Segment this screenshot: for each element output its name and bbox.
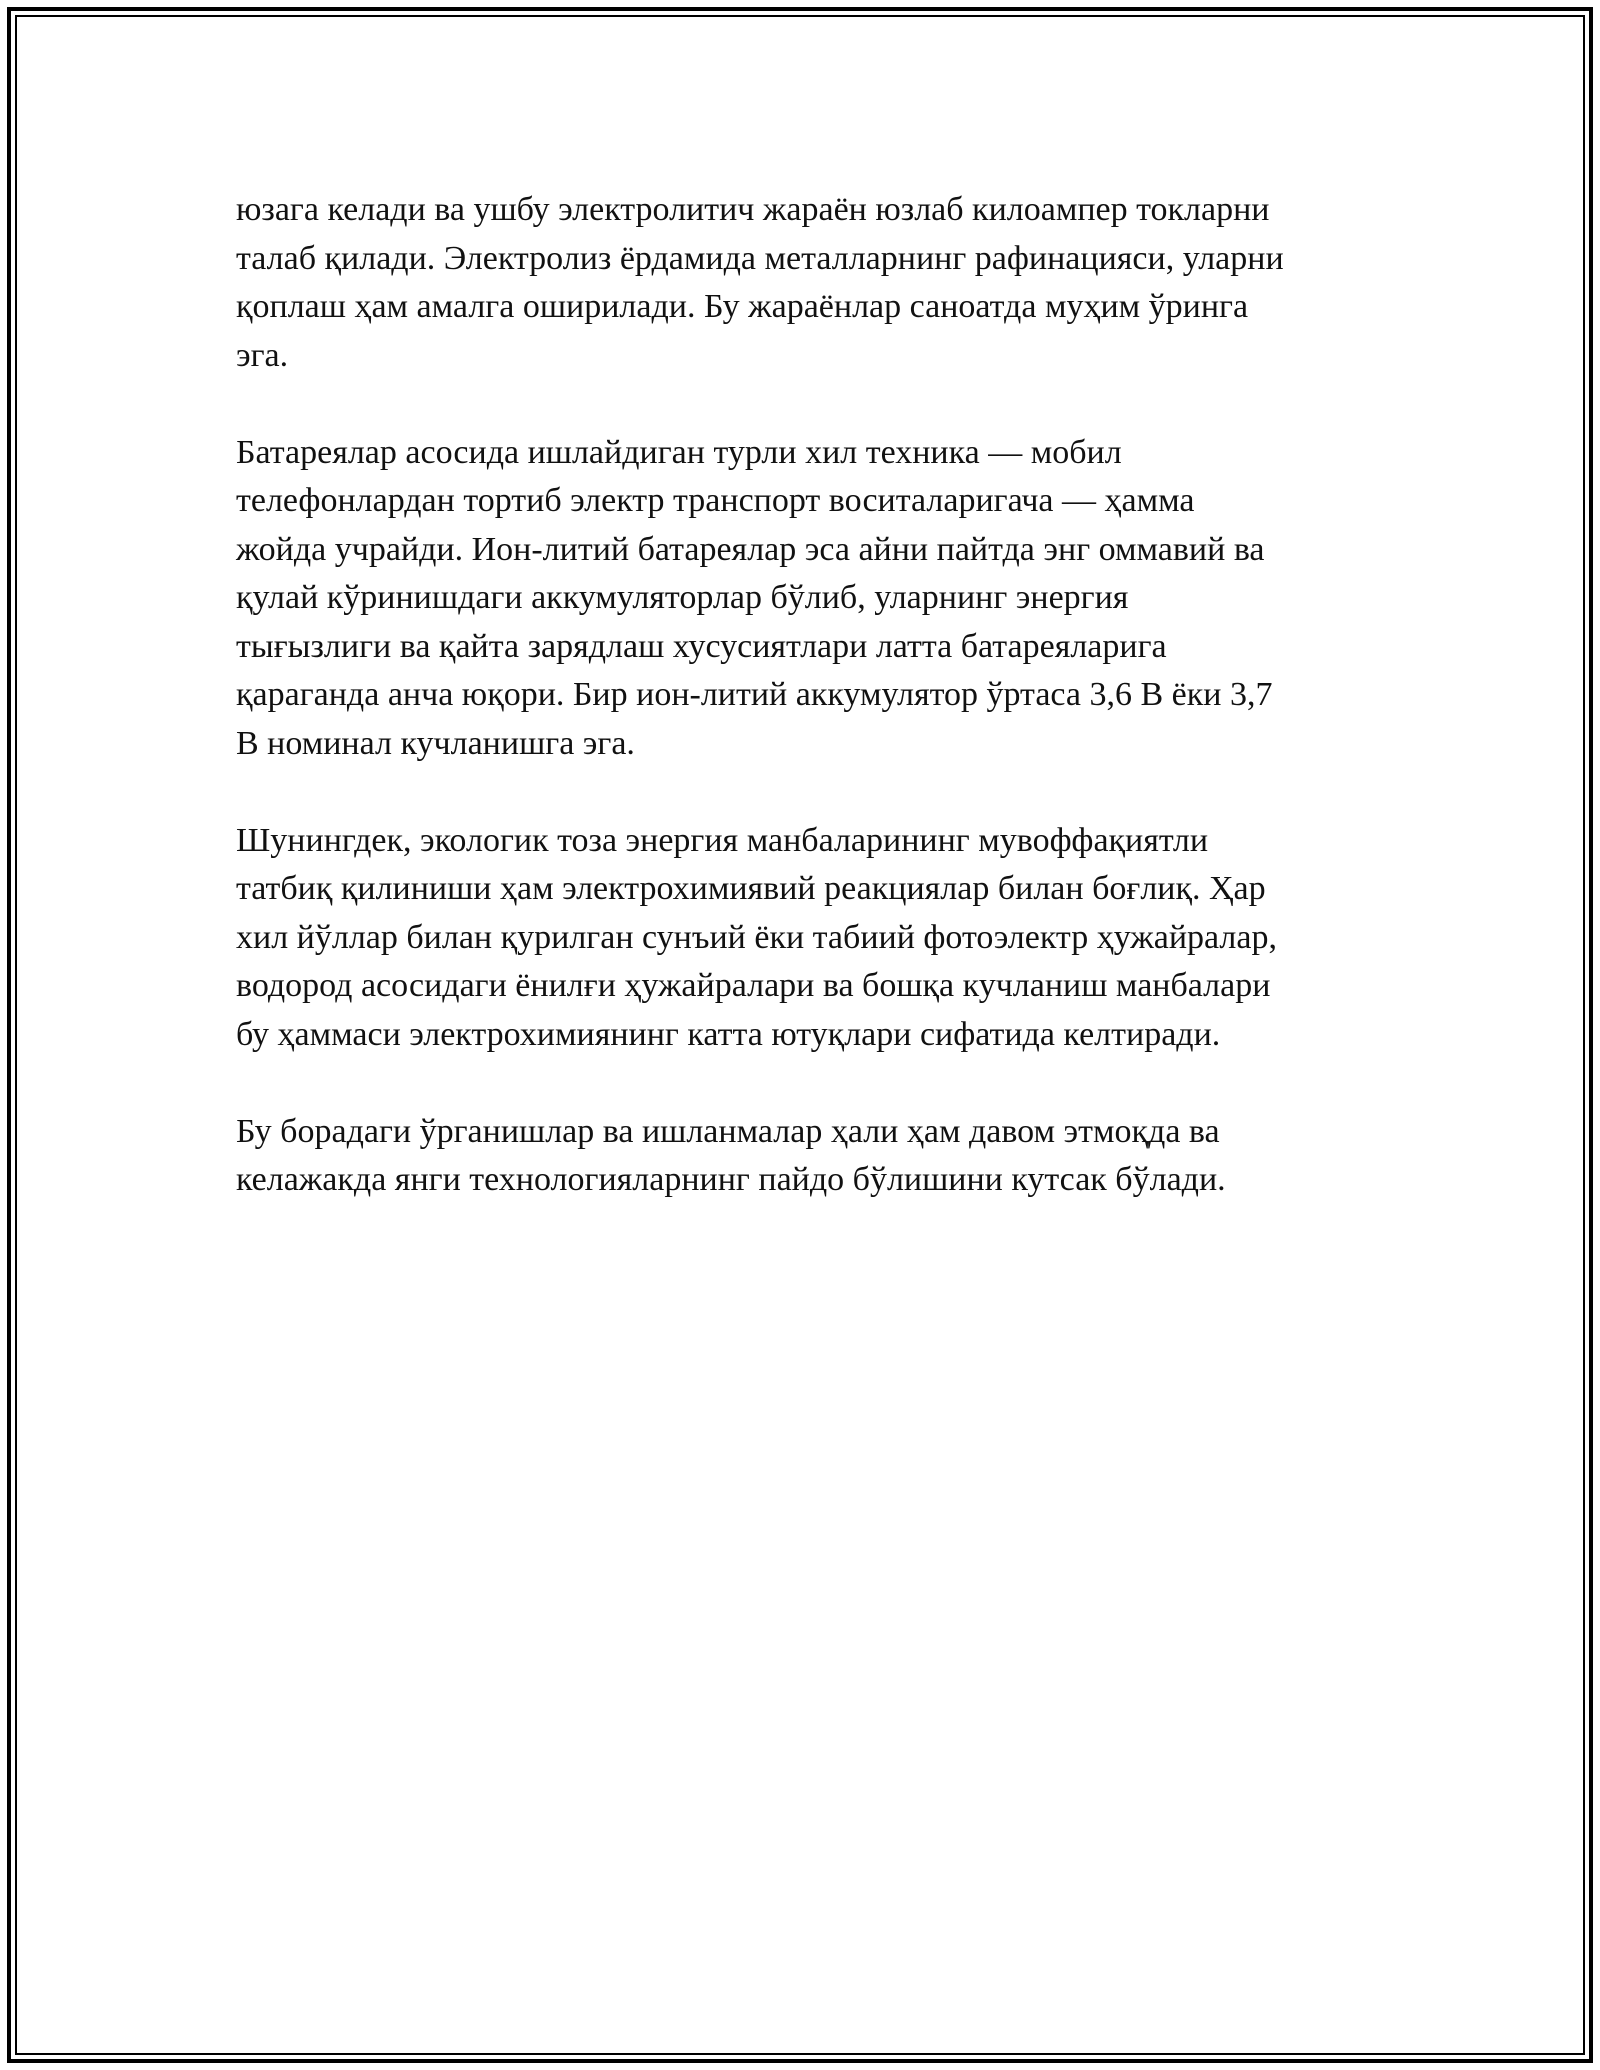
paragraph: Бу борадаги ўрганишлар ва ишланмалар ҳали ҳам давом этмоқда ва келажакда янги технологияларнинг пайдо бўлишини кутсак бўлади. — [236, 1112, 1226, 1198]
paragraph: юзага келади ва ушбу электролитич жараён юзлаб килоампер токларни талаб қилади. Электролиз ёрдамида металларнинг рафинацияси, уларни қоплаш ҳам амалга оширилади. Бу жараёнлар саноатда муҳим ўринга эга. — [236, 191, 1284, 374]
document-body — [236, 186, 1396, 1205]
paragraph: Шунингдек, экологик тоза энергия манбаларининг мувоффақиятли татбиқ қилиниши ҳам электрохимиявий реакциялар билан боғлиқ. Ҳар хил йўллар билан қурилган сунъий ёки табиий фотоэлектр ҳужайралар, водород асосидаги ёнилғи ҳужайралари ва бошқа кучланиш манбалари бу ҳаммаси электрохимиянинг катта ютуқлари сифатида келтиради. — [236, 821, 1277, 1053]
paragraph: Батареялар асосида ишлайдиган турли хил техника — мобил телефонлардан тортиб электр транспорт воситаларигача — ҳамма жойда учрайди. Ион-литий батареялар эса айни пайтда энг оммавий ва қулай кўринишдаги аккумуляторлар бўлиб, уларнинг энергия тығызлиги ва қайта зарядлаш хусусиятлари латта батареяларига қараганда анча юқори. Бир ион-литий аккумулятор ўртаса 3,6 В ёки 3,7 В номинал кучланишга эга. — [236, 433, 1273, 762]
